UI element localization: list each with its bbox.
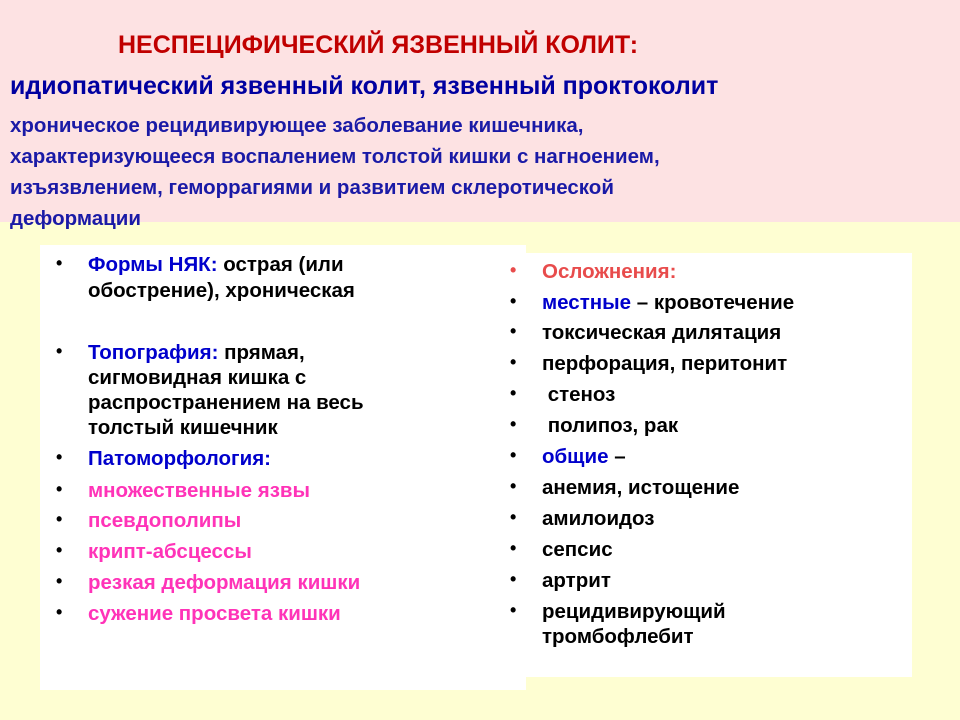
list-item-topography-cont: толстый кишечник (88, 416, 278, 439)
list-item-pathology (56, 602, 341, 626)
list-item-pathology (56, 479, 310, 503)
list-item-complication-cont: тромбофлебит (542, 625, 694, 648)
bullet-icon: • (56, 571, 63, 591)
bullet-icon: • (510, 507, 517, 527)
list-item-local (510, 291, 795, 315)
forms-text: острая (или (217, 253, 344, 276)
list-item-pathology (56, 540, 252, 564)
bullet-icon: • (510, 383, 517, 403)
list-item-complication (510, 538, 613, 562)
pathology-text: сужение просвета кишки (88, 602, 341, 625)
bullet-icon: • (56, 341, 63, 361)
bullet-icon: • (56, 253, 63, 273)
header-banner (0, 0, 960, 230)
pathomorphology-label: Патоморфология: (88, 447, 271, 470)
bullet-icon: • (510, 260, 517, 280)
definition-line: характеризующееся воспалением толстой кишки с нагноением, (10, 145, 660, 168)
complication-text: анемия, истощение (542, 476, 740, 499)
bullet-icon: • (56, 540, 63, 560)
list-item-topography-cont: сигмовидная кишка с (88, 366, 307, 389)
list-item-complication (510, 507, 655, 531)
list-item-pathology (56, 509, 242, 533)
complication-text: амилоидоз (542, 507, 655, 530)
list-item-complication (510, 383, 616, 407)
page-title: НЕСПЕЦИФИЧЕСКИЙ ЯЗВЕННЫЙ КОЛИТ: (118, 31, 639, 59)
bullet-icon: • (510, 291, 517, 311)
bullet-icon: • (510, 569, 517, 589)
complication-text: токсическая дилятация (542, 321, 782, 344)
local-text: – кровотечение (631, 291, 795, 314)
bullet-icon: • (510, 445, 517, 465)
pathology-text: крипт-абсцессы (88, 540, 252, 563)
local-label: местные (542, 291, 632, 314)
list-item-complications (510, 260, 677, 284)
list-item-pathology (56, 571, 361, 595)
complications-label: Осложнения: (542, 260, 677, 283)
list-item-complication (510, 600, 726, 624)
complication-text: перфорация, перитонит (542, 352, 788, 375)
bullet-icon: • (510, 352, 517, 372)
bullet-icon: • (510, 476, 517, 496)
complication-text: артрит (542, 569, 611, 592)
synonyms-subtitle: идиопатический язвенный колит, язвенный проктоколит (10, 72, 719, 100)
list-item-complication (510, 569, 611, 593)
pathology-text: резкая деформация кишки (88, 571, 361, 594)
forms-label: Формы НЯК: (88, 253, 218, 276)
list-item-topography-cont: распространением на весь (88, 391, 364, 414)
topography-text: прямая, (218, 341, 305, 364)
complication-text: сепсис (542, 538, 613, 561)
bullet-icon: • (56, 447, 63, 467)
complication-text: стеноз (542, 383, 616, 406)
definition-line: деформации (10, 207, 141, 230)
list-item-complication (510, 476, 740, 500)
bullet-icon: • (56, 479, 63, 499)
pathology-text: псевдополипы (88, 509, 242, 532)
list-item-pathomorphology (56, 447, 271, 471)
general-label: общие (542, 445, 609, 468)
bullet-icon: • (56, 602, 63, 622)
topography-label: Топография: (88, 341, 219, 364)
complication-text: рецидивирующий (542, 600, 726, 623)
complication-text: полипоз, рак (542, 414, 679, 437)
definition-line: изъязвлением, геморрагиями и развитием склеротической (10, 176, 614, 199)
pathology-text: множественные язвы (88, 479, 310, 502)
definition-text (10, 110, 950, 234)
bullet-icon: • (510, 538, 517, 558)
bullet-icon: • (510, 414, 517, 434)
list-item-complication (510, 321, 782, 345)
list-item-complication (510, 414, 679, 438)
bullet-icon: • (56, 509, 63, 529)
list-item-forms (56, 253, 344, 277)
definition-line: хроническое рецидивирующее заболевание кишечника, (10, 114, 584, 137)
general-text: – (608, 445, 626, 468)
list-item-complication (510, 352, 788, 376)
list-item-general (510, 445, 626, 469)
bullet-icon: • (510, 600, 517, 620)
list-item-topography (56, 341, 305, 365)
bullet-icon: • (510, 321, 517, 341)
list-item-forms-cont: обострение), хроническая (88, 279, 355, 302)
